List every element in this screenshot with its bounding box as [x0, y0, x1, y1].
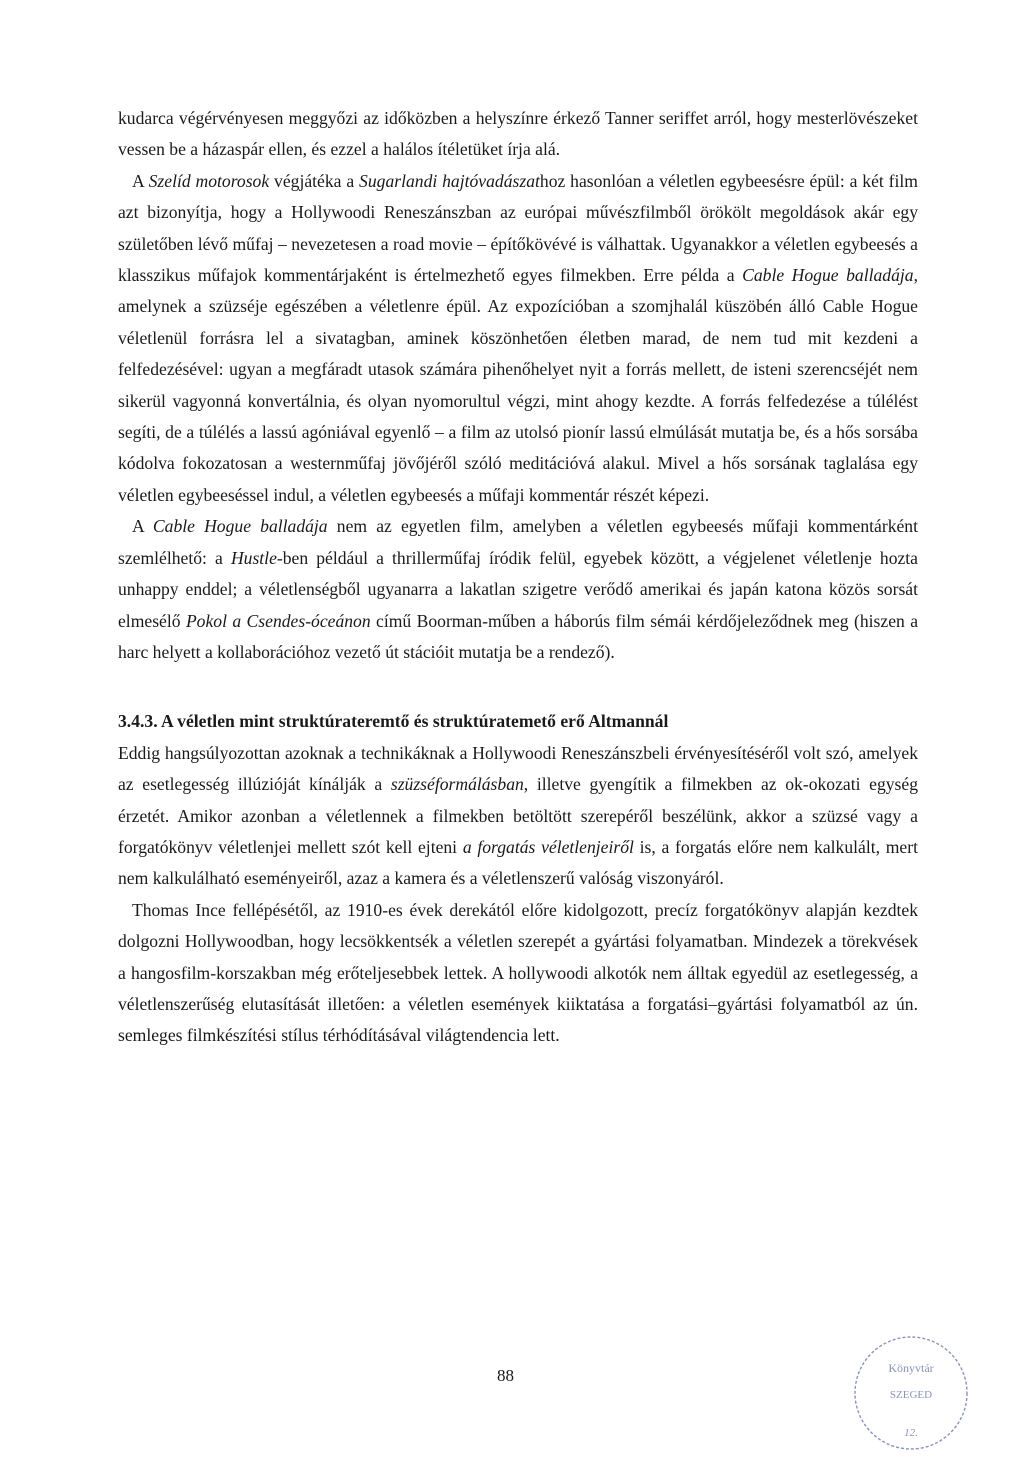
body-text: Eddig hangsúlyozottan azoknak a technikáknak a Hollywoodi Reneszánszbeli érvényesítéséről volt szó, amelyek az esetlegesség illúzióját kínálják a	[118, 742, 918, 795]
italic-title-text: Pokol a Csendes-óceánon	[185, 610, 371, 631]
paragraph	[118, 103, 918, 166]
paragraph	[118, 511, 918, 668]
library-stamp-icon	[850, 1332, 972, 1454]
body-text: -ben például a thrillerműfaj íródik felül, egyebek között, a végjelenet véletlenje hozta unhappy enddel; a véletlenségből ugyanarra a lakatlan szigetre verődő amerikai és japán katona közös sorsát elmesélő	[118, 547, 918, 631]
body-text: , illetve gyengítik a filmekben az ok-okozati egység érzetét. Amikor azonban a véletlennek a filmekben betöltött szerepéről beszélünk, akkor a szüzsé vagy a forgatókönyv véletlenjei mellett szót kell ejteni	[118, 774, 918, 857]
paragraph	[118, 166, 918, 511]
paragraph	[118, 738, 918, 895]
body-text: , amelynek a szüzséje egészében a véletlenre épül. Az expozícióban a szomjhalál küszöbén álló Cable Hogue véletlenül forrásra lel a sivatagban, aminek köszönhetően életben marad, de nem tud mit kezdeni a felfedezésével: ugyan a megfáradt utasok számára pihenőhelyet nyit a forrás mellett, de isteni szerencséjét nem sikerül vagyonná konvertálnia, és olyan nyomorultul végzi, mint ahogy kezdte. A forrás felfedezése a túlélést segíti, de a túlélés a lassú agóniával egyenlő – a film az utolsó pionír lassú elmúlását mutatja be, és a hős sorsába kódolva fokozatosan a westernműfaj jövőjéről szóló meditációvá alakul. Mivel a hős sorsának taglalása egy véletlen egybeeséssel indul, a véletlen egybeesés a műfaji kommentár részét képezi.	[118, 265, 918, 505]
body-text: A	[132, 170, 149, 191]
stamp-text-middle: SZEGED	[889, 1389, 933, 1401]
italic-title-text: Sugarlandi hajtóvadászat	[359, 170, 540, 191]
stamp-text-bottom: 12.	[904, 1427, 918, 1439]
body-text: című Boorman-műben a háborús film sémái kérdőjeleződnek meg (hiszen a harc helyett a kollaborációhoz vezető út stációit mutatja be a rendező).	[118, 610, 919, 662]
stamp-text-top: Könyvtár	[888, 1361, 934, 1375]
italic-title-text: Szelíd motorosok	[148, 170, 270, 191]
body-text: nem az egyetlen film, amelyben a véletlen egybeesés műfaji kommentárként szemlélhető: a	[118, 516, 918, 568]
page-number: 88	[497, 1366, 514, 1385]
body-text: is, a forgatás előre nem kalkulált, mert nem kalkulálható eseményeiről, azaz a kamera és a véletlenszerű valóság viszonyáról.	[118, 836, 918, 889]
paragraph	[118, 895, 918, 1052]
italic-title-text: szüzséformálásban	[390, 774, 524, 795]
body-text: hoz hasonlóan a véletlen egybeesésre épül: a két film azt bizonyítja, hogy a Hollywoodi Reneszánszban az európai művészfilmből örökölt megoldások akár egy születőben lévő műfaj – nevezetesen a road movie – építőkövévé is válhattak. Ugyanakkor a véletlen egybeesés a klasszikus műfajok kommentárjaként is értelmezhető egyes filmekben. Erre példa a	[118, 170, 918, 286]
page-body	[118, 103, 918, 1052]
italic-title-text: a forgatás véletlenjeiről	[462, 836, 634, 857]
body-text: Thomas Ince fellépésétől, az 1910-es évek derekától előre kidolgozott, precíz forgatókönyv alapján kezdtek dolgozni Hollywoodban, hogy lecsökkentsék a véletlen szerepét a gyártási folyamatban. Mindezek a törekvések a hangosfilm-korszakban még erőteljesebbek lettek. A hollywoodi alkotók nem álltak egyedül az esetlegesség, a véletlenszerűség elutasítását illetően: a véletlen események kiiktatása a forgatási–gyártási folyamatból az ún. semleges filmkészítési stílus térhódításával világtendencia lett.	[118, 899, 918, 1046]
section-heading: 3.4.3. A véletlen mint struktúrateremtő és struktúratemető erő Altmannál	[118, 711, 669, 732]
section-paragraphs	[118, 738, 918, 1052]
italic-title-text: Cable Hogue balladája	[742, 265, 914, 286]
intro-paragraphs	[118, 103, 918, 668]
body-text: végjátéka a	[269, 170, 360, 191]
italic-title-text: Cable Hogue balladája	[152, 516, 328, 537]
italic-title-text: Hustle	[230, 547, 277, 568]
body-text: A	[132, 516, 153, 537]
body-text: kudarca végérvényesen meggyőzi az időközben a helyszínre érkező Tanner seriffet arról, hogy mesterlövészeket vessen be a házaspár ellen, és ezzel a halálos ítéletüket írja alá.	[118, 108, 918, 160]
